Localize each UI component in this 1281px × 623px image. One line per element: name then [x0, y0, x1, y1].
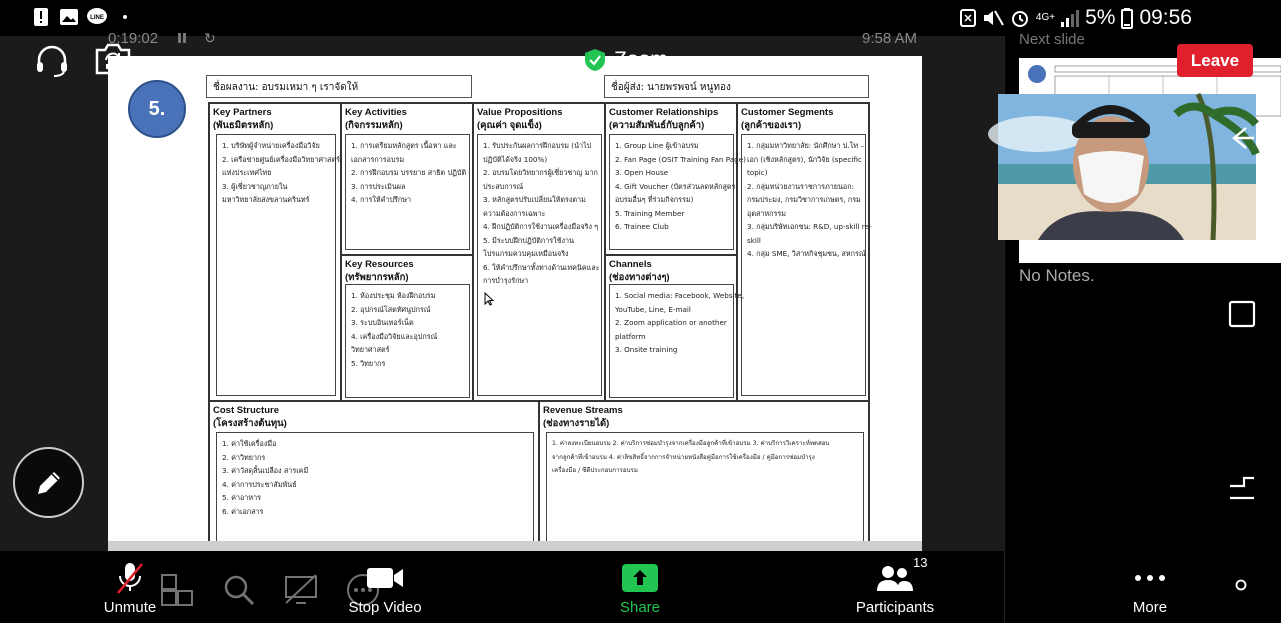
audio-headset-icon[interactable] [34, 44, 70, 78]
pause-icon [176, 32, 188, 44]
customer-relationships-block [605, 103, 746, 255]
list-item: แห่งประเทศไทย [222, 168, 272, 177]
switch-camera-icon[interactable] [94, 42, 132, 76]
list-item: YouTube, Line, E-mail [615, 304, 691, 314]
list-item: 1. รับประกันผลการฝึกอบรม (นำไป [483, 141, 592, 150]
list-item: 1. การเตรียมหลักสูตร เนื้อหา และ [351, 141, 457, 150]
participants-icon [875, 555, 928, 595]
list-item: 2. Zoom application or another [615, 318, 727, 327]
key-activities-block [341, 103, 473, 255]
list-item: อุตสาหกรรม [747, 208, 786, 218]
list-item: 6. ค่าเอกสาร [222, 506, 264, 516]
battery-icon [1121, 8, 1133, 28]
list-item: เครื่องมือ / ซีดีประกอบการอบรม [552, 467, 638, 474]
list-item: 1. Group Line ผู้เข้าอบรม [615, 141, 699, 150]
work-name-box: ชื่อผลงาน: อบรมเหมา ๆ เราจัดให้ [206, 75, 472, 98]
list-item: topic) [747, 168, 768, 177]
key-partners-content [216, 134, 340, 396]
presenter-elapsed-time: 0:19:02 [108, 30, 159, 47]
gallery-icon [60, 7, 78, 27]
reset-timer-icon: ↻ [204, 31, 216, 47]
mic-muted-icon [110, 561, 150, 595]
revenue-streams-content [546, 432, 864, 544]
list-item: การบำรุงรักษา [483, 276, 529, 285]
mouse-cursor-icon [484, 292, 494, 306]
list-item: 3. กลุ่มบริษัทเอกชน: R&D, up-skill re- [747, 222, 872, 231]
list-item: เอก (เชิงหลักสูตร), นักวิจัย (specific [747, 154, 862, 164]
line-app-icon [88, 7, 106, 27]
list-item: 1. ค่าลงทะเบียนอบรม 2. ค่าบริการซ่อมบำรุงจากเครื่องมือลูกค้าที่เข้าอบรม 3. ค่าบริการวิเคราะห์ทดสอบ [552, 440, 830, 447]
list-item: วิทยาศาสตร์ [351, 345, 390, 354]
list-item: 2. เครือข่ายศูนย์เครื่องมือวิทยาศาสตร์ [222, 154, 340, 164]
slide-business-model-canvas [108, 56, 922, 552]
more-label: More [1132, 599, 1168, 616]
signal-icon [1061, 9, 1079, 27]
list-item: 3. Open House [615, 168, 669, 177]
more-options-icon[interactable] [346, 573, 380, 607]
participants-label: Participants [855, 599, 935, 616]
list-item: 1. กลุ่มมหาวิทยาลัย: นักศึกษา ป.โท – [747, 141, 865, 150]
cost-structure-content [216, 432, 534, 544]
value-propositions-title: Value Propositions (คุณค่า จุดแข็ง) [477, 107, 563, 131]
channels-block [605, 255, 745, 401]
recent-apps-button[interactable] [1224, 470, 1260, 506]
key-resources-block [341, 255, 473, 401]
list-item: 6. Trainee Club [615, 222, 669, 231]
slides-grid-icon[interactable] [160, 573, 194, 607]
business-model-canvas [208, 102, 870, 542]
ppt-presenter-tools [160, 573, 380, 607]
list-item: ประสบการณ์ [483, 181, 524, 191]
revenue-streams-title: Revenue Streams (ช่องทางรายได้) [543, 405, 623, 429]
list-item: ความต้องการเฉพาะ [483, 208, 546, 218]
slide-notes: No Notes. [1019, 266, 1095, 285]
customer-segments-title: Customer Segments (ลูกค้าของเรา) [741, 107, 834, 131]
list-item: 4. การให้คำปรึกษา [351, 195, 412, 204]
list-item: 6. ให้คำปรึกษาทั้งทางด้านเทคนิคและ [483, 262, 600, 272]
shield-check-icon [584, 48, 606, 72]
channels-content [609, 284, 745, 398]
list-item: 5. วิทยากร [351, 358, 386, 368]
list-item: อบรมอื่นๆ ที่ร่วมกิจกรรม) [615, 195, 694, 204]
ellipsis-icon [1130, 561, 1170, 595]
customer-segments-content [741, 134, 872, 396]
cost-structure-title: Cost Structure (โครงสร้างต้นทุน) [213, 405, 287, 429]
list-item: 4. ฝึกปฏิบัติการใช้งานเครื่องมือจริง ๆ [483, 222, 599, 231]
list-item: ปฏิบัติได้จริง 100%) [483, 154, 548, 164]
list-item: 4. Gift Voucher (บัตรส่วนลดหลักสูตร [615, 181, 736, 191]
responsible-box: ชื่อผู้ส่ง: นายพรพจน์ หนูทอง [604, 75, 869, 98]
cost-structure-block [209, 401, 539, 543]
clock: 09:56 [1139, 6, 1192, 29]
pencil-icon [34, 468, 64, 498]
key-resources-content [345, 284, 470, 398]
list-item: กรมประมง, กรมวิชาการเกษตร, กรม [747, 195, 861, 204]
meeting-toolbar [0, 551, 1004, 623]
key-activities-content [345, 134, 470, 250]
customer-segments-block [737, 103, 872, 401]
list-item: 5. มีระบบฝึกปฏิบัติการใช้งาน [483, 235, 575, 245]
list-item: มหาวิทยาลัยสงขลานครินทร์ [222, 195, 310, 204]
chevron-down-icon [676, 55, 690, 65]
list-item: 1. ห้องประชุม ห้องฝึกอบรม [351, 291, 436, 300]
list-item: 4. กลุ่ม SME, วิสาหกิจชุมชน, สหกรณ์ [747, 249, 866, 258]
participants-button[interactable] [850, 551, 940, 623]
magnifier-icon[interactable] [222, 573, 256, 607]
list-item: 1. Social media: Facebook, Website, [615, 291, 745, 300]
next-slide-label: Next slide [1019, 31, 1085, 48]
share-screen-icon [620, 561, 660, 595]
slide-number-badge: 5. [128, 80, 186, 138]
list-item: 5. Training Member [615, 208, 685, 218]
android-status-bar [0, 0, 1280, 36]
status-right-icons [960, 6, 1192, 30]
list-item: จากลูกค้าที่เข้าอบรม 4. ค่าลิขสิทธิ์จากการจำหน่ายหนังสือคู่มือการใช้เครื่องมือ / คู่มือการซ่อมบำรุง [552, 453, 815, 461]
notification-dot-icon [116, 7, 134, 27]
list-item: 2. ค่าวิทยากร [222, 452, 266, 462]
list-item: 3. หลักสูตรปรับเปลี่ยนให้ตรงตาม [483, 195, 586, 204]
key-partners-title: Key Partners (พันธมิตรหลัก) [213, 107, 274, 131]
svg-text:LINE: LINE [90, 15, 104, 21]
list-item: 5. ค่าอาหาร [222, 493, 261, 502]
list-item: 2. อุปกรณ์โสตทัศนูปกรณ์ [351, 304, 431, 314]
meeting-title: Zoom [614, 48, 668, 71]
mute-icon [982, 9, 1004, 27]
value-propositions-content [477, 134, 602, 396]
black-screen-icon[interactable] [284, 573, 318, 607]
list-item: 3. ผู้เชี่ยวชาญภายใน [222, 181, 288, 191]
more-button[interactable] [1122, 551, 1178, 623]
customer-relationships-content [609, 134, 746, 250]
list-item: 3. การประเมินผล [351, 181, 406, 191]
annotate-pencil-button[interactable] [13, 447, 84, 518]
overview-button[interactable] [1224, 296, 1260, 332]
key-partners-block [209, 103, 341, 401]
list-item: platform [615, 331, 646, 341]
status-left-icons [32, 7, 134, 27]
list-item: 2. Fan Page (OSIT Training Fan Page) [615, 154, 746, 164]
previous-slide-button[interactable] [1224, 120, 1260, 156]
stop-video-label: Stop Video [348, 599, 422, 616]
meeting-title-dropdown[interactable] [584, 48, 690, 72]
unmute-button[interactable] [96, 551, 164, 623]
presenter-clock: 9:58 AM [862, 30, 918, 47]
unmute-label: Unmute [103, 599, 157, 616]
revenue-streams-block [539, 401, 869, 543]
share-button[interactable] [610, 551, 670, 623]
leave-button[interactable]: Leave [1177, 44, 1253, 77]
list-item: 3. ค่าวัสดุสิ้นเปลือง สารเคมี [222, 466, 309, 475]
channels-title: Channels (ช่องทางต่างๆ) [609, 259, 670, 283]
list-item: 2. กลุ่มหน่วยงานราชการภายนอก: [747, 181, 855, 191]
battery-percent: 5% [1085, 6, 1116, 29]
key-resources-title: Key Resources (ทรัพยากรหลัก) [345, 259, 414, 283]
share-label: Share [619, 599, 661, 616]
participant-video-tile[interactable] [998, 94, 1256, 240]
participants-count: 13 [913, 555, 928, 570]
list-item: โปรแกรมควบคุมเหมือนจริง [483, 249, 569, 258]
list-item: 2. การฝึกอบรม บรรยาย สาธิต ปฏิบัติ [351, 168, 467, 177]
home-button[interactable] [1234, 577, 1248, 591]
list-item: 3. Onsite training [615, 345, 678, 354]
list-item: 4. ค่าการประชาสัมพันธ์ [222, 479, 297, 489]
customer-relationships-title: Customer Relationships (ความสัมพันธ์กับลูกค้า) [609, 107, 719, 131]
value-propositions-block [473, 103, 605, 401]
network-type: 4G+ [1035, 12, 1056, 23]
list-item: 2. อบรมโดยวิทยากรผู้เชี่ยวชาญ มาก [483, 168, 598, 177]
more-area [1004, 551, 1280, 623]
list-item: 1. บริษัทผู้จำหน่ายเครื่องมือวิจัย [222, 141, 320, 150]
alert-icon [32, 7, 50, 27]
list-item: เอกสารการอบรม [351, 154, 405, 164]
nfc-icon [960, 9, 976, 27]
list-item: 3. ระบบอินเทอร์เน็ต [351, 318, 414, 327]
list-item: skill [747, 235, 761, 245]
list-item: 1. ค่าใช้เครื่องมือ [222, 439, 277, 448]
list-item: 4. เครื่องมือวิจัยและอุปกรณ์ [351, 331, 438, 341]
key-activities-title: Key Activities (กิจกรรมหลัก) [345, 107, 407, 131]
alarm-icon [1010, 8, 1030, 28]
